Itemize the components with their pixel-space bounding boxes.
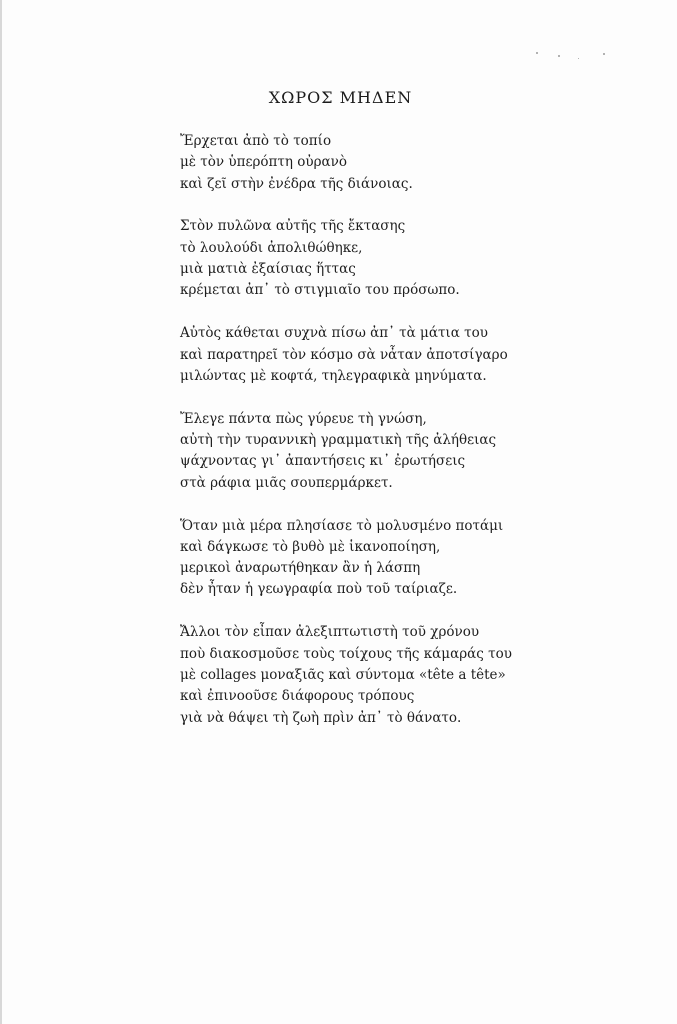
scan-speck bbox=[558, 55, 560, 57]
poem-line: ψάχνοντας γι᾿ ἀπαντήσεις κι᾿ ἐρωτήσεις bbox=[180, 453, 466, 470]
poem-line: κρέμεται ἀπ᾿ τὸ στιγμιαῖο του πρόσωπο. bbox=[180, 282, 460, 299]
poem-line: καὶ παρατηρεῖ τὸν κόσμο σὰ νἆταν ἀποτσίγαρο bbox=[180, 346, 508, 363]
poem-line: Αὐτὸς κάθεται συχνὰ πίσω ἀπ᾿ τὰ μάτια του bbox=[180, 325, 488, 342]
stanza-2 bbox=[180, 216, 660, 301]
poem-line: αὐτὴ τὴν τυραννικὴ γραμματικὴ τῆς ἀλήθειας bbox=[180, 432, 497, 449]
poem-line: καὶ ζεῖ στὴν ἐνέδρα τῆς διάνοιας. bbox=[180, 175, 413, 192]
scan-speck bbox=[603, 53, 605, 55]
poem-line: μιλώντας μὲ κοφτά, τηλεγραφικὰ μηνύματα. bbox=[180, 367, 487, 384]
poem-body bbox=[180, 131, 660, 750]
stanza-4 bbox=[180, 409, 660, 494]
poem-line: καὶ δάγκωσε τὸ βυθὸ μὲ ἱκανοποίηση, bbox=[180, 538, 441, 555]
stanza-1 bbox=[180, 131, 660, 195]
poem-line: μὲ τὸν ὑπερόπτη οὐρανὸ bbox=[180, 154, 347, 171]
poem-line: μερικοὶ ἀναρωτήθηκαν ἂν ἡ λάσπη bbox=[180, 560, 421, 577]
poem-line: μὲ collages μοναξιᾶς καὶ σύντομα «tête a tête» bbox=[180, 666, 506, 683]
poem-line: ποὺ διακοσμοῦσε τοὺς τοίχους τῆς κάμαράς του bbox=[180, 645, 512, 662]
poem-line: Ὅταν μιὰ μέρα πλησίασε τὸ μολυσμένο ποτάμι bbox=[180, 517, 504, 534]
poem-line: τὸ λουλούδι ἀπολιθώθηκε, bbox=[180, 239, 363, 256]
poem-line: Ἔρχεται ἀπὸ τὸ τοπίο bbox=[180, 133, 332, 149]
scan-speck bbox=[536, 52, 538, 54]
poem-line: Ἔλεγε πάντα πὼς γύρευε τὴ γνώση, bbox=[180, 410, 427, 427]
poem-line: στὰ ράφια μιᾶς σουπερμάρκετ. bbox=[180, 474, 393, 491]
poem-line: μιὰ ματιὰ ἐξαίσιας ἥττας bbox=[180, 261, 356, 278]
poem-line: καὶ ἐπινοοῦσε διάφορους τρόπους bbox=[180, 688, 415, 705]
scan-speck bbox=[578, 58, 579, 59]
poem-title: ΧΩΡΟΣ ΜΗΔΕΝ bbox=[268, 88, 413, 107]
poem-line: Ἄλλοι τὸν εἶπαν ἀλεξιπτωτιστὴ τοῦ χρόνου bbox=[180, 624, 480, 641]
poem-line: δὲν ἦταν ἡ γεωγραφία ποὺ τοῦ ταίριαζε. bbox=[180, 581, 458, 598]
stanza-3 bbox=[180, 323, 660, 387]
poem-line: Στὸν πυλῶνα αὐτῆς τῆς ἔκτασης bbox=[180, 218, 406, 235]
poem-line: γιὰ νὰ θάψει τὴ ζωὴ πρὶν ἀπ᾿ τὸ θάνατο. bbox=[180, 709, 462, 726]
stanza-5 bbox=[180, 516, 660, 601]
stanza-6 bbox=[180, 622, 660, 728]
